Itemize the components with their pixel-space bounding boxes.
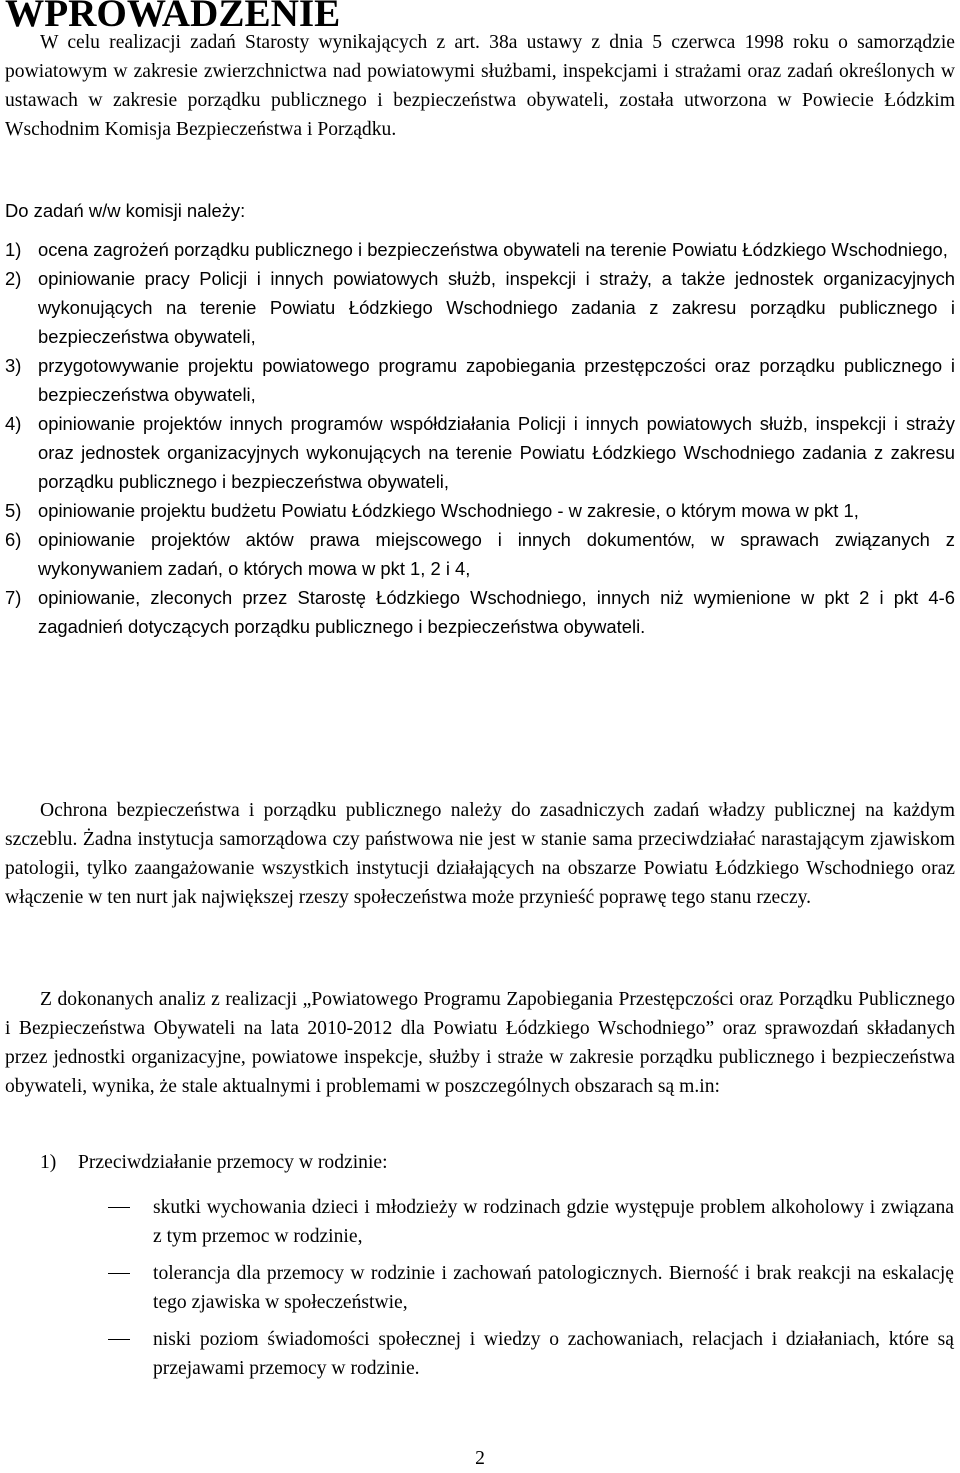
list-item-number: 3) (5, 355, 22, 376)
list-item-text: opiniowanie projektu budżetu Powiatu Łódzkiego Wschodniego - w zakresie, o którym mowa w pkt 1, (38, 500, 859, 521)
tasks-intro: Do zadań w/w komisji należy: (5, 200, 246, 221)
list-item (0, 1259, 960, 1317)
analysis-section (0, 985, 960, 1101)
list-item (0, 1193, 960, 1251)
list-item (0, 496, 960, 525)
list-item-number: 2) (5, 268, 22, 289)
list-item-text: opiniowanie projektów aktów prawa miejscowego i innych dokumentów, w sprawach związanych z wykonywaniem zadań, o których mowa w pkt 1, 2 i 4, (38, 529, 955, 579)
dash-bullet-icon (108, 1273, 130, 1274)
tasks-list (0, 235, 960, 641)
analysis-paragraph: Z dokonanych analiz z realizacji „Powiatowego Programu Zapobiegania Przestępczości oraz Porządku Publicznego i Bezpieczeństwa Obywateli na lata 2010-2012 dla Powiatu Łódzkiego Wschodniego” oraz sprawozdań składanych przez jednostki organizacyjne, powiatowe inspekcje, służby i straże w zakresie porządku publicznego i bezpieczeństwa obywateli, wynika, że stale aktualnymi i problemami w poszczególnych obszarach są m.in: (5, 989, 955, 1097)
dash-bullet-icon (108, 1339, 130, 1340)
intro-paragraph: W celu realizacji zadań Starosty wynikających z art. 38a ustawy z dnia 5 czerwca 1998 roku o samorządzie powiatowym w zakresie zwierzchnictwa nad powiatowymi służbami, inspekcjami i strażami oraz zadań określonych w ustawach w zakresie porządku publicznego i bezpieczeństwa obywateli, została utworzona w Powiecie Łódzkim Wschodnim Komisja Bezpieczeństwa i Porządku. (5, 32, 955, 140)
issue-title: Przeciwdziałanie przemocy w rodzinie: (78, 1152, 388, 1173)
list-item-number: 4) (5, 413, 22, 434)
list-item (0, 351, 960, 409)
list-item-number: 1) (5, 239, 22, 260)
list-item (0, 235, 960, 264)
list-item-text: opiniowanie pracy Policji i innych powiatowych służb, inspekcji i straży, a także jednostek organizacyjnych wykonujących na terenie Powiatu Łódzkiego Wschodniego zadania z zakresu porządku publicznego i bezpieczeństwa obywateli, (38, 268, 955, 347)
page-number: 2 (475, 1448, 485, 1469)
list-item-number: 7) (5, 587, 22, 608)
list-item-text: opiniowanie projektów innych programów współdziałania Policji i innych powiatowych służb, inspekcji i straży oraz jednostek organizacyjnych wykonujących na terenie Powiatu Łódzkiego Wschodniego zadania z zakresu porządku publicznego i bezpieczeństwa obywateli, (38, 413, 955, 492)
list-item-text: opiniowanie, zleconych przez Starostę Łódzkiego Wschodniego, innych niż wymienione w pkt 2 i pkt 4-6 zagadnień dotyczących porządku publicznego i bezpieczeństwa obywateli. (38, 587, 955, 637)
list-item-number: 5) (5, 500, 22, 521)
list-item-text: przygotowywanie projektu powiatowego programu zapobiegania przestępczości oraz porządku publicznego i bezpieczeństwa obywateli, (38, 355, 955, 405)
issue-number: 1) (40, 1152, 57, 1173)
list-item-text: niski poziom świadomości społecznej i wiedzy o zachowaniach, relacjach i działaniach, które są przejawami przemocy w rodzinie. (153, 1329, 954, 1379)
tasks-section (0, 196, 960, 641)
list-item-text: tolerancja dla przemocy w rodzinie i zachowań patologicznych. Bierność i brak reakcji na eskalację tego zjawiska w społeczeństwie, (153, 1263, 954, 1313)
list-item (0, 583, 960, 641)
section-intro (0, 0, 960, 144)
list-item-text: ocena zagrożeń porządku publicznego i bezpieczeństwa obywateli na terenie Powiatu Łódzkiego Wschodniego, (38, 239, 948, 260)
protection-section (0, 796, 960, 912)
issue-heading (0, 1148, 960, 1177)
section-heading: WPROWADZENIE (5, 0, 341, 35)
dash-bullet-icon (108, 1207, 130, 1208)
list-item (0, 1325, 960, 1383)
protection-paragraph: Ochrona bezpieczeństwa i porządku publicznego należy do zasadniczych zadań władzy publicznej na każdym szczeblu. Żadna instytucja samorządowa czy państwowa nie jest w stanie sama przeciwdziałać narastającym zjawiskom patologii, tylko zaangażowanie wszystkich instytucji działających na obszarze Powiatu Łódzkiego Wschodniego oraz włączenie w ten nurt jak największej rzeszy społeczeństwa może przynieść poprawę tego stanu rzeczy. (5, 800, 955, 908)
issue-list (0, 1193, 960, 1383)
list-item (0, 525, 960, 583)
list-item-text: skutki wychowania dzieci i młodzieży w rodzinach gdzie występuje problem alkoholowy i związana z tym przemoc w rodzinie, (153, 1197, 954, 1247)
list-item (0, 264, 960, 351)
list-item-number: 6) (5, 529, 22, 550)
list-item (0, 409, 960, 496)
issue-items-section (0, 1193, 960, 1391)
